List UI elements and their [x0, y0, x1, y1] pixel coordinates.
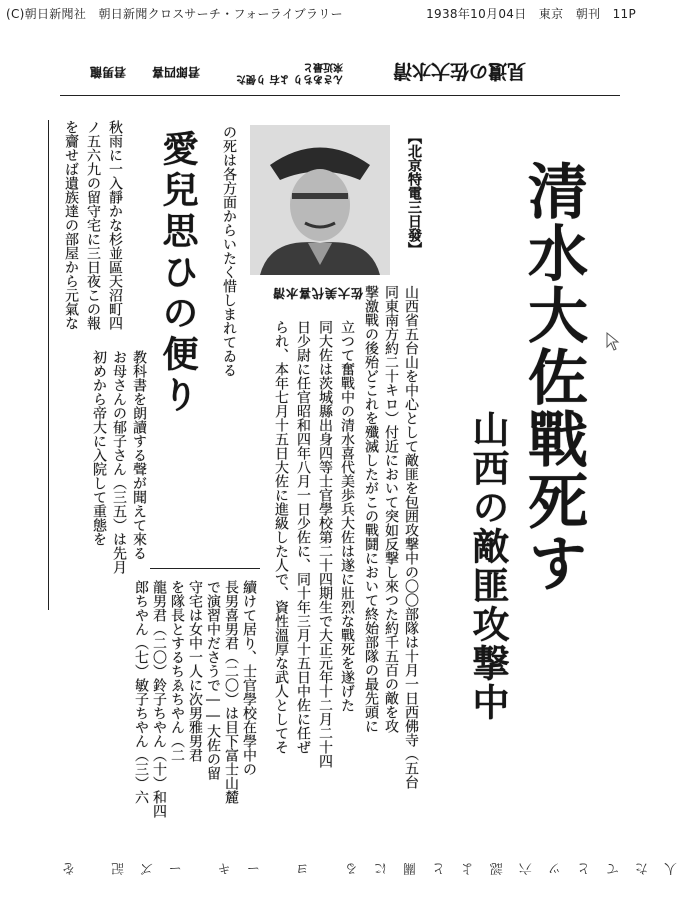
body-column: 撃激戰の後殆どこれを殲滅したがこの戰鬪において終始部隊の最先頭に: [363, 285, 379, 733]
lower-column: 郎ちやん（七）敏子ちやん（三）六: [133, 580, 149, 804]
source-credit: (C)朝日新聞社 朝日新聞クロスサーチ・フォーライブラリー: [6, 7, 343, 21]
side-column: 秋雨に一入靜かな杉並區天沼町四: [107, 120, 123, 330]
portrait-photo: [250, 125, 390, 275]
side-article-title: 愛兒思ひの便り: [157, 130, 199, 417]
banner-subtitle: んさあちり よ右 り便た來近最と: [236, 61, 343, 84]
cut-off-text-row: 人たてとツ六認よと關にる ヨ ーキ ーズ記 を: [46, 860, 677, 875]
banner-headline: 見遺の佐大水清: [393, 60, 527, 82]
side-column: ノ五六九の留守宅に三日夜この報: [85, 120, 101, 330]
photo-caption: 佐大美代喜水清: [272, 286, 364, 300]
lower-column: で演習中ださうで――大佐の留: [205, 580, 221, 780]
body-column: 日少尉に任官昭和四年八月一日少佐に、同十年三月十五日中佐に任ぜ: [295, 320, 311, 754]
body-column: られ、本年七月十五日大佐に進級した人で、資性溫厚な武人としてそ: [273, 320, 289, 754]
lower-column: 長男喜男君（二〇）は目下富士山麓: [223, 580, 239, 804]
source-header: [0, 0, 640, 24]
side-column: お母さんの郁子さん（三五）は先月: [111, 350, 127, 574]
banner-name-kishiro: 君郎四喜: [152, 65, 201, 79]
lower-block-rule: [150, 568, 260, 569]
side-left-rule: [48, 120, 49, 610]
side-column: 教科書を朗讀する聲が聞えて來る: [131, 350, 147, 560]
lower-column: 龍男君（二〇）鈴子ちやん（十）和四: [151, 580, 167, 818]
body-column: 同東南方約二十キロ）付近において突如反撃し來つた約千五百の敵を攻: [383, 285, 399, 733]
side-column: 初めから帝大に入院して重態を: [91, 350, 107, 546]
body-column: 同大佐は茨城縣出身四等士官學校第二十四期生で大正元年十二月二十四: [317, 320, 333, 768]
body-column: 山西省五台山を中心として敵匪を包囲攻撃中の〇〇部隊は十月一日西佛寺（五台: [403, 285, 419, 789]
body-column: 立つて奮戰中の清水喜代美歩兵大佐は遂に壯烈な戰死を遂げた: [339, 320, 355, 712]
banner-row: [90, 58, 610, 86]
portrait-figure-icon: [250, 125, 390, 275]
banner-name-ryuo: 君男龍: [90, 65, 127, 79]
lower-column: 續けて居り、士官學校在學中の: [241, 580, 257, 776]
banner-rule: [60, 95, 620, 96]
dateline: 【北京特電三日發】: [406, 130, 422, 256]
issue-info: 1938年10月04日 東京 朝刊 11P: [426, 7, 636, 21]
side-column: を齎せば遺族達の部屋から元氣な: [63, 120, 79, 330]
lower-column: 守宅は女中一人に次男雅男君: [187, 580, 203, 762]
mouse-cursor-icon: [606, 332, 622, 352]
sub-headline: 山西の敵匪攻撃中: [466, 410, 510, 722]
main-headline: 清水大佐戰死す: [518, 160, 588, 594]
lower-column: を隊長とするちゑちやん（二: [169, 580, 185, 762]
body-column: の死は各方面からいたく惜しまれてゐる: [221, 125, 237, 377]
